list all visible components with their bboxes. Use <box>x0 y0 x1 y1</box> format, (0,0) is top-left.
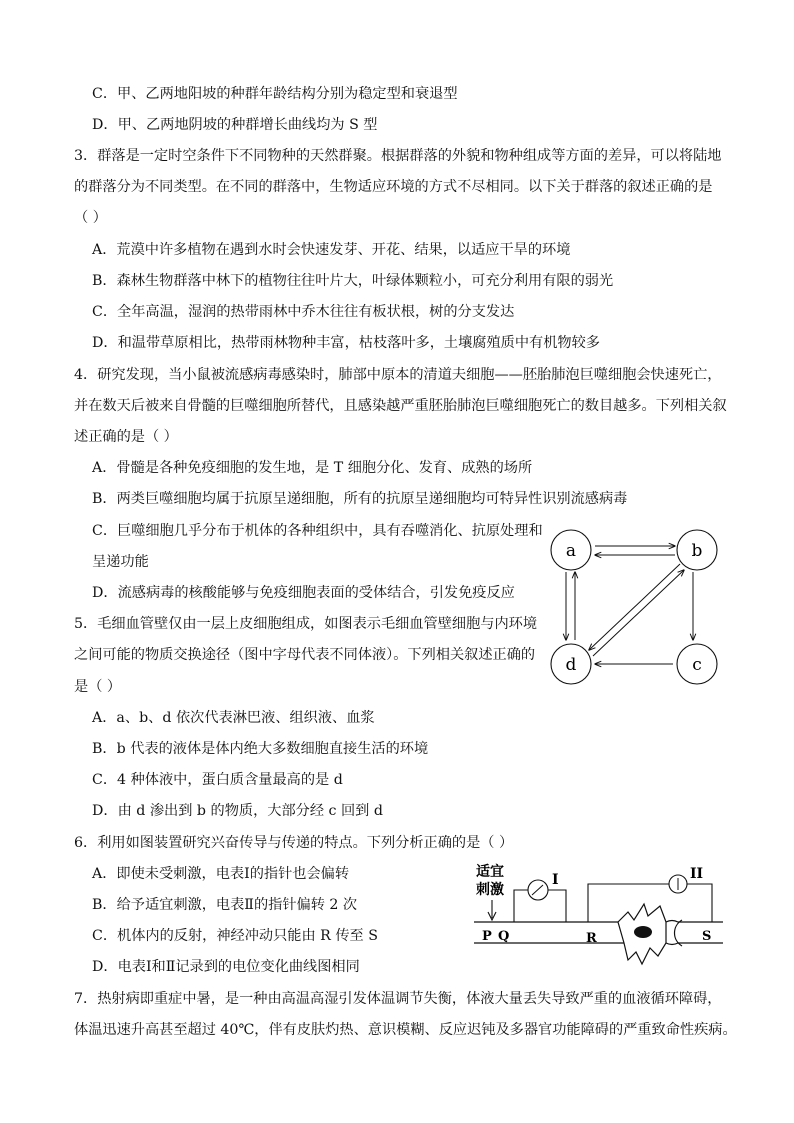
node-d-label: d <box>565 655 577 675</box>
q4-option-d: D．流感病毒的核酸能够与免疫细胞表面的受体结合，引发免疫反应 <box>92 585 515 601</box>
postsynaptic-upper <box>666 921 723 923</box>
q3-stem-line2: 的群落分为不同类型。在不同的群落中，生物适应环境的方式不尽相同。以下关于群落的叙述正确的是 <box>74 179 713 195</box>
arrow-b-to-d <box>589 564 680 650</box>
arrow-d-to-b <box>593 570 684 656</box>
q3-answer-blank: （ ） <box>74 210 107 226</box>
q2-option-c: C．甲、乙两地阳坡的种群年龄结构分别为稳定型和衰退型 <box>92 86 458 102</box>
q6-option-d: D．电表Ⅰ和Ⅱ记录到的电位变化曲线图相同 <box>92 959 360 975</box>
postsynaptic-lower <box>666 943 723 945</box>
q4-stem-line1: 4．研究发现，当小鼠被流感病毒感染时，肺部中原本的清道夫细胞——胚胎肺泡巨噬细胞会快速死亡， <box>74 367 722 383</box>
point-s-label: S <box>702 929 712 944</box>
q5-option-d: D．由 d 渗出到 b 的物质，大部分经 c 回到 d <box>92 803 383 819</box>
point-r-label: R <box>586 931 597 946</box>
synaptic-cleft <box>675 920 683 946</box>
q4-stem-line3: 述正确的是（ ） <box>74 429 178 445</box>
q3-stem-line1: 3．群落是一定时空条件下不同物种的天然群聚。根据群落的外貌和物种组成等方面的差异，可以将陆地 <box>74 148 722 164</box>
q2-option-d: D．甲、乙两地阴坡的种群增长曲线均为 S 型 <box>92 117 378 133</box>
stimulus-label-line2: 刺激 <box>476 882 504 898</box>
q7-stem-line2: 体温迅速升高甚至超过 40℃，伴有皮肤灼热、意识模糊、反应迟钝及多器官功能障碍的严重致命性疾病。 <box>74 1022 737 1038</box>
meter-1-label: I <box>552 872 559 888</box>
q4-option-c-line2: 呈递功能 <box>92 554 149 570</box>
q5-option-b: B．b 代表的液体是体内绝大多数细胞直接生活的环境 <box>92 741 429 757</box>
nerve-conduction-diagram <box>468 860 730 975</box>
q6-stem: 6．利用如图装置研究兴奋传导与传递的特点。下列分析正确的是（ ） <box>74 835 514 851</box>
fluid-exchange-diagram <box>545 522 725 692</box>
q3-option-c: C．全年高温，湿润的热带雨林中乔木往往有板状根，树的分支发达 <box>92 304 515 320</box>
q6-option-c: C．机体内的反射，神经冲动只能由 R 传至 S <box>92 928 378 944</box>
q3-option-b: B．森林生物群落中林下的植物往往叶片大，叶绿体颗粒小，可充分利用有限的弱光 <box>92 273 614 289</box>
point-p-label: P <box>482 929 492 944</box>
q4-option-b: B．两类巨噬细胞均属于抗原呈递细胞，所有的抗原呈递细胞均可特异性识别流感病毒 <box>92 491 628 507</box>
point-q-label: Q <box>498 929 510 944</box>
q3-option-d: D．和温带草原相比，热带雨林物种丰富，枯枝落叶多，土壤腐殖质中有机物较多 <box>92 335 600 351</box>
node-c-label: c <box>692 655 702 675</box>
q4-option-a: A．骨髓是各种免疫细胞的发生地，是 T 细胞分化、发育、成熟的场所 <box>92 460 533 476</box>
node-a-label: a <box>565 541 577 561</box>
q7-stem-line1: 7．热射病即重症中暑，是一种由高温高湿引发体温调节失衡，体液大量丢失导致严重的血液循环障碍， <box>74 991 722 1007</box>
meter-2-lead-right <box>687 884 712 922</box>
node-b-label: b <box>691 541 703 561</box>
neuron-nucleus <box>634 926 652 938</box>
q5-stem-line3: 是（ ） <box>74 679 122 695</box>
meter-2-label: II <box>690 866 704 882</box>
q4-option-c-line1: C．巨噬细胞几乎分布于机体的各种组织中，具有吞噬消化、抗原处理和 <box>92 523 543 539</box>
meter-1-lead-left <box>514 890 528 922</box>
q6-option-b: B．给予适宜刺激，电表Ⅱ的指针偏转 2 次 <box>92 897 358 913</box>
q5-option-a: A．a、b、d 依次代表淋巴液、组织液、血浆 <box>92 710 375 726</box>
meter-1-lead-right <box>548 890 566 922</box>
q6-option-a: A．即使未受刺激，电表Ⅰ的指针也会偏转 <box>92 866 350 882</box>
q5-stem-line2: 之间可能的物质交换途径（图中字母代表不同体液）。下列相关叙述正确的 <box>74 647 536 663</box>
stimulus-label-line1: 适宜 <box>476 864 504 880</box>
q3-option-a: A．荒漠中许多植物在遇到水时会快速发芽、开花、结果，以适应干旱的环境 <box>92 242 571 258</box>
q5-stem-line1: 5．毛细血管壁仅由一层上皮细胞组成，如图表示毛细血管壁细胞与内环境 <box>74 616 538 632</box>
q4-stem-line2: 并在数天后被来自骨髓的巨噬细胞所替代，且感染越严重胚胎肺泡巨噬细胞死亡的数目越多。下列相关叙 <box>74 398 727 414</box>
q5-option-c: C．4 种体液中，蛋白质含量最高的是 d <box>92 772 343 788</box>
